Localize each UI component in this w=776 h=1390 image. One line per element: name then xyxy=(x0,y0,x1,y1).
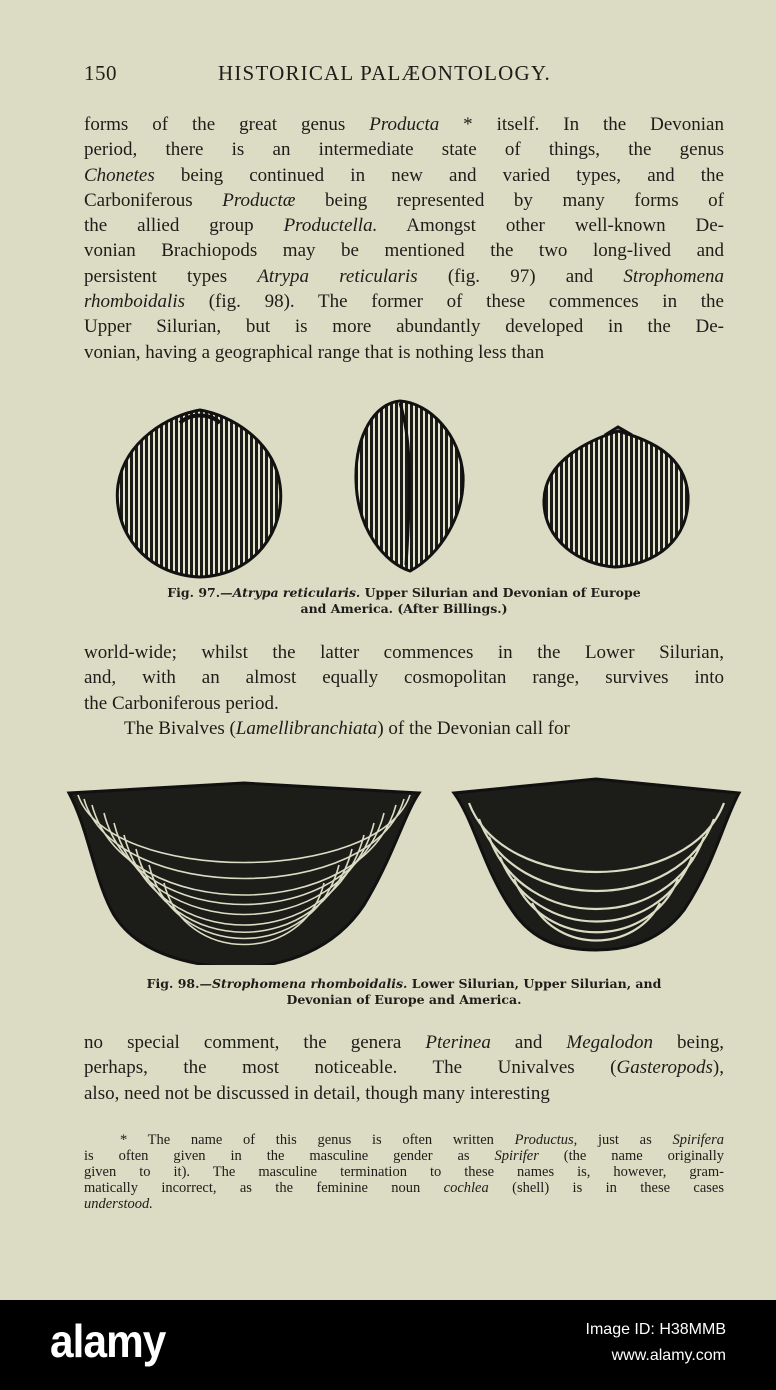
para3-line: no special comment, the genera Pterinea and Megalodon being, xyxy=(84,1032,725,1053)
para1-line: Carboniferous Productæ being represented by many forms of xyxy=(84,189,724,211)
para2-line: world-wide; whilst the latter commences in the Lower Silurian, xyxy=(84,642,724,663)
stock-photo-banner xyxy=(0,1300,776,1390)
para1-line: vonian Brachiopods may be mentioned the two long-lived and xyxy=(84,240,724,262)
strophomena-shell-left xyxy=(69,783,419,965)
page-number: 150 xyxy=(84,61,117,85)
para2-line: The Bivalves (Lamellibranchiata) of the Devonian call for xyxy=(124,717,570,739)
figure-98-caption-line-2: Devonian of Europe and America. xyxy=(286,992,522,1007)
figure-97-caption xyxy=(84,585,724,617)
para2-line: the Carboniferous period. xyxy=(84,692,279,714)
figure-98-caption-line-1: Fig. 98.—Strophomena rhomboidalis. Lower Silurian, Upper Silurian, and xyxy=(146,976,662,991)
footnote-line: is often given in the masculine gender as Spirifer (the name originally xyxy=(84,1148,724,1164)
figure-98-illustration xyxy=(64,775,744,965)
figure-97-caption-line-1: Fig. 97.—Atrypa reticularis. Upper Silurian and Devonian of Europe xyxy=(167,585,641,600)
footnote-line: understood. xyxy=(84,1196,153,1212)
para1-line: Upper Silurian, but is more abundantly developed in the De- xyxy=(84,316,724,338)
para1-line: persistent types Atrypa reticularis (fig. 97) and Strophomena xyxy=(84,265,724,287)
para3-line: perhaps, the most noticeable. The Univalves (Gasteropods), xyxy=(84,1057,724,1079)
atrypa-shell-side-view xyxy=(356,401,463,571)
footnote-line: matically incorrect, as the feminine noun cochlea (shell) is in these cases xyxy=(84,1180,724,1196)
para1-line: forms of the great genus Producta * itself. In the Devonian xyxy=(84,114,724,135)
para1-line: vonian, having a geographical range that is nothing less than xyxy=(84,341,545,363)
footnote-line: given to it). The masculine termination to these names is, however, gram- xyxy=(84,1164,724,1180)
atrypa-shell-ventral-view xyxy=(544,427,688,567)
footnote-line: * The name of this genus is often written Productus, just as Spirifera xyxy=(120,1132,724,1148)
atrypa-shell-dorsal-view xyxy=(117,410,280,577)
running-title: HISTORICAL PALÆONTOLOGY. xyxy=(218,61,551,85)
para2-line: and, with an almost equally cosmopolitan range, survives into xyxy=(84,667,724,689)
para1-line: rhomboidalis (fig. 98). The former of these commences in the xyxy=(84,291,724,313)
figure-97-illustration xyxy=(100,395,700,585)
paragraph-1 xyxy=(84,112,724,365)
para1-line: the allied group Productella. Amongst other well-known De- xyxy=(84,215,725,237)
page-header xyxy=(84,58,724,88)
image-id: Image ID: H38MMB xyxy=(585,1321,726,1338)
para1-line: Chonetes being continued in new and varied types, and the xyxy=(84,164,724,186)
para1-line: period, there is an intermediate state of things, the genus xyxy=(84,139,724,161)
paragraph-2 xyxy=(84,640,724,741)
strophomena-shell-right xyxy=(454,779,739,950)
figure-98-caption xyxy=(84,976,724,1008)
alamy-logo: alamy xyxy=(50,1315,166,1367)
para3-line: also, need not be discussed in detail, though many interesting xyxy=(84,1082,550,1104)
paragraph-3 xyxy=(84,1030,724,1106)
figure-97-caption-line-2: and America. (After Billings.) xyxy=(300,601,508,616)
site-url: www.alamy.com xyxy=(611,1347,726,1364)
footnote xyxy=(84,1132,724,1212)
